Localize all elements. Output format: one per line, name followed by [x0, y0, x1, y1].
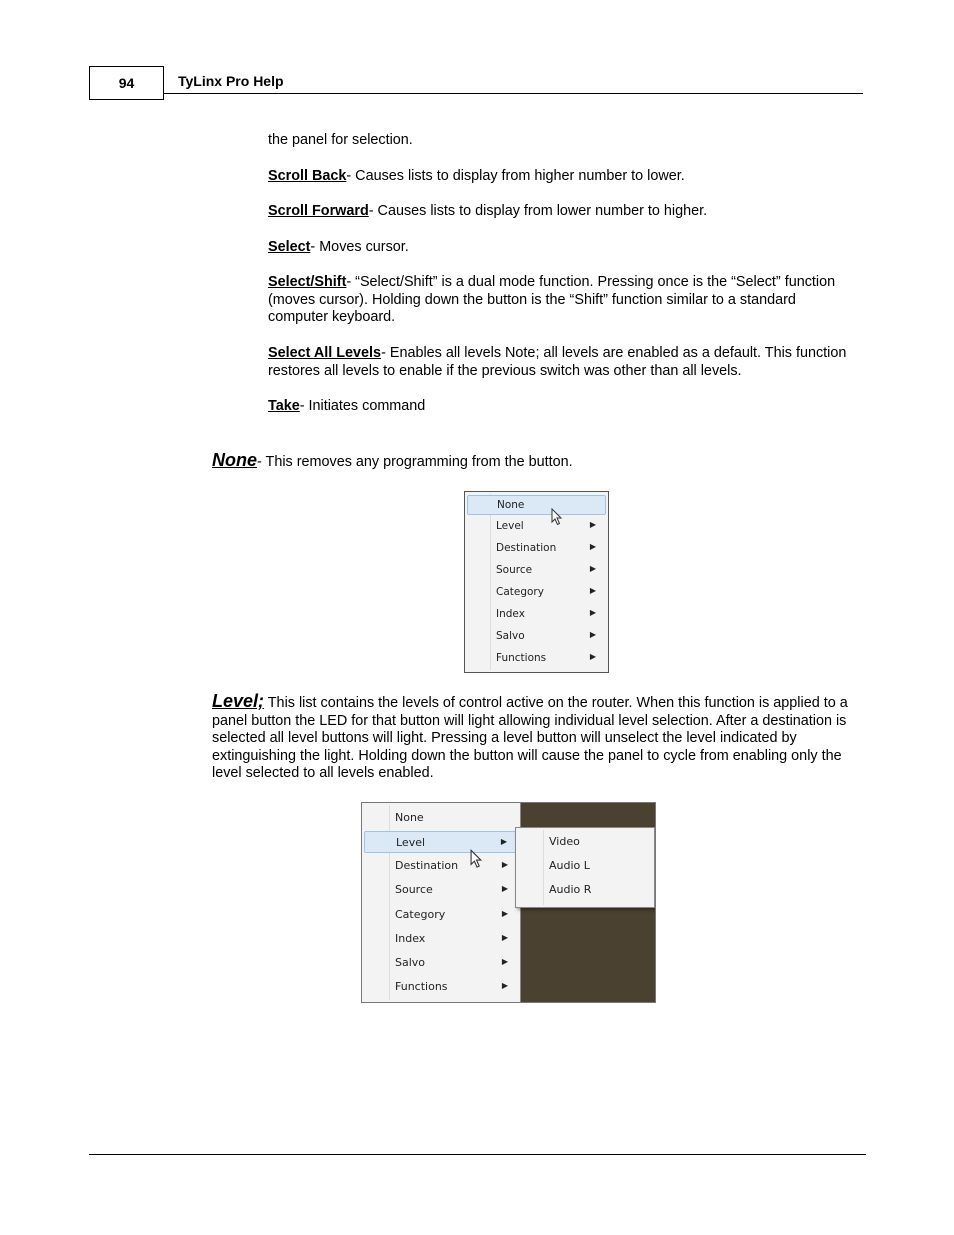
paragraph-scroll-back — [268, 168, 858, 186]
section-text: This list contains the levels of control active on the router. When this function is applied to a panel button the LED for that button will light allowing individual level selection. After a destination is selected all level buttons will light. Pressing a level button will unselect the level indicated by extinguishing the light. Holding down the button will cause the panel to cycle from enabling only the level selected to all levels enabled. — [212, 695, 848, 782]
paragraph-text: - Moves cursor. — [310, 239, 409, 255]
section-term-level: Level; — [212, 691, 265, 711]
right-triangle-icon: ▶ — [589, 586, 596, 595]
right-triangle-icon: ▶ — [501, 957, 508, 966]
menu-item-destination[interactable] — [467, 539, 606, 559]
term-select-all-levels: Select All Levels — [268, 345, 382, 361]
submenu-item-audio-l[interactable]: Audio L — [549, 859, 590, 872]
right-triangle-icon: ▶ — [589, 652, 596, 661]
right-triangle-icon: ▶ — [589, 630, 596, 639]
footer-divider — [89, 1154, 866, 1155]
menu-item-label: None — [497, 499, 525, 511]
level-submenu — [515, 827, 655, 908]
menu-item-label: Source — [395, 883, 433, 896]
menu-item-source[interactable] — [364, 879, 516, 901]
menu-gutter — [543, 830, 544, 905]
submenu-screenshot — [361, 802, 656, 1003]
section-level — [212, 693, 856, 783]
right-triangle-icon: ▶ — [589, 520, 596, 529]
menu-item-salvo[interactable] — [364, 952, 516, 974]
section-term-none: None — [212, 450, 257, 470]
menu-item-label: Functions — [496, 652, 547, 664]
menu-item-functions[interactable] — [364, 976, 516, 998]
paragraph-take — [268, 398, 858, 416]
right-triangle-icon: ▶ — [501, 884, 508, 893]
right-triangle-icon: ▶ — [501, 933, 508, 942]
right-triangle-icon: ▶ — [501, 909, 508, 918]
paragraph-text: - Causes lists to display from higher number to lower. — [346, 168, 685, 184]
menu-item-level[interactable] — [467, 517, 606, 537]
right-triangle-icon: ▶ — [501, 981, 508, 990]
right-triangle-icon: ▶ — [589, 542, 596, 551]
menu-item-label: Category — [496, 586, 544, 598]
menu-item-label: Salvo — [496, 630, 525, 642]
term-select-shift: Select/Shift — [268, 274, 347, 290]
menu-item-label: Source — [496, 564, 533, 576]
context-menu-screenshot — [464, 491, 609, 673]
submenu-item-video[interactable]: Video — [549, 835, 580, 848]
menu-item-functions[interactable] — [467, 649, 606, 669]
paragraph-continuation — [268, 132, 858, 150]
menu-item-label: Index — [496, 608, 525, 620]
paragraph-select-all-levels — [268, 345, 858, 380]
mouse-pointer-icon — [551, 508, 563, 526]
menu-item-salvo[interactable] — [467, 627, 606, 647]
menu-item-source[interactable] — [467, 561, 606, 581]
mouse-pointer-icon — [470, 849, 483, 869]
context-menu — [362, 803, 521, 1002]
menu-item-label: Category — [395, 908, 446, 921]
menu-item-label: Functions — [395, 980, 448, 993]
term-select: Select — [268, 239, 311, 255]
right-triangle-icon: ▶ — [501, 860, 508, 869]
menu-item-label: Destination — [496, 542, 557, 554]
submenu-item-audio-r[interactable]: Audio R — [549, 883, 592, 896]
paragraph-text: the panel for selection. — [268, 132, 413, 148]
document-title: TyLinx Pro Help — [178, 73, 284, 89]
header-divider — [164, 93, 863, 94]
right-triangle-icon: ▶ — [589, 608, 596, 617]
section-text: - This removes any programming from the button. — [257, 454, 573, 470]
menu-item-label: Salvo — [395, 956, 426, 969]
right-triangle-icon: ▶ — [589, 564, 596, 573]
term-scroll-forward: Scroll Forward — [268, 203, 369, 219]
menu-item-category[interactable] — [364, 904, 516, 926]
menu-item-none[interactable] — [467, 495, 606, 515]
section-none — [212, 452, 856, 472]
menu-item-none[interactable] — [364, 807, 516, 829]
menu-item-label: Destination — [395, 859, 459, 872]
menu-item-label: Level — [496, 520, 524, 532]
term-scroll-back: Scroll Back — [268, 168, 347, 184]
right-triangle-icon: ▶ — [500, 837, 507, 846]
paragraph-select — [268, 239, 858, 257]
menu-item-index[interactable] — [364, 928, 516, 950]
menu-item-category[interactable] — [467, 583, 606, 603]
paragraph-text: - Initiates command — [299, 398, 426, 414]
menu-item-index[interactable] — [467, 605, 606, 625]
menu-item-label: Index — [395, 932, 426, 945]
paragraph-text: - “Select/Shift” is a dual mode function. Pressing once is the “Select” function (moves cursor). Holding down the button is the “Shift” function similar to a standard computer keyboard. — [268, 274, 836, 326]
term-take: Take — [268, 398, 300, 414]
paragraph-text: - Enables all levels Note; all levels are enabled as a default. This function restores all levels to enable if the previous switch was other than all levels. — [268, 345, 847, 379]
menu-item-destination[interactable] — [364, 855, 516, 877]
paragraph-scroll-forward — [268, 203, 858, 221]
page-number: 94 — [89, 66, 164, 100]
menu-item-label: None — [395, 811, 424, 824]
menu-item-level[interactable] — [364, 831, 516, 853]
paragraph-select-shift — [268, 274, 858, 327]
paragraph-text: - Causes lists to display from lower number to higher. — [368, 203, 708, 219]
menu-item-label: Level — [396, 836, 426, 849]
